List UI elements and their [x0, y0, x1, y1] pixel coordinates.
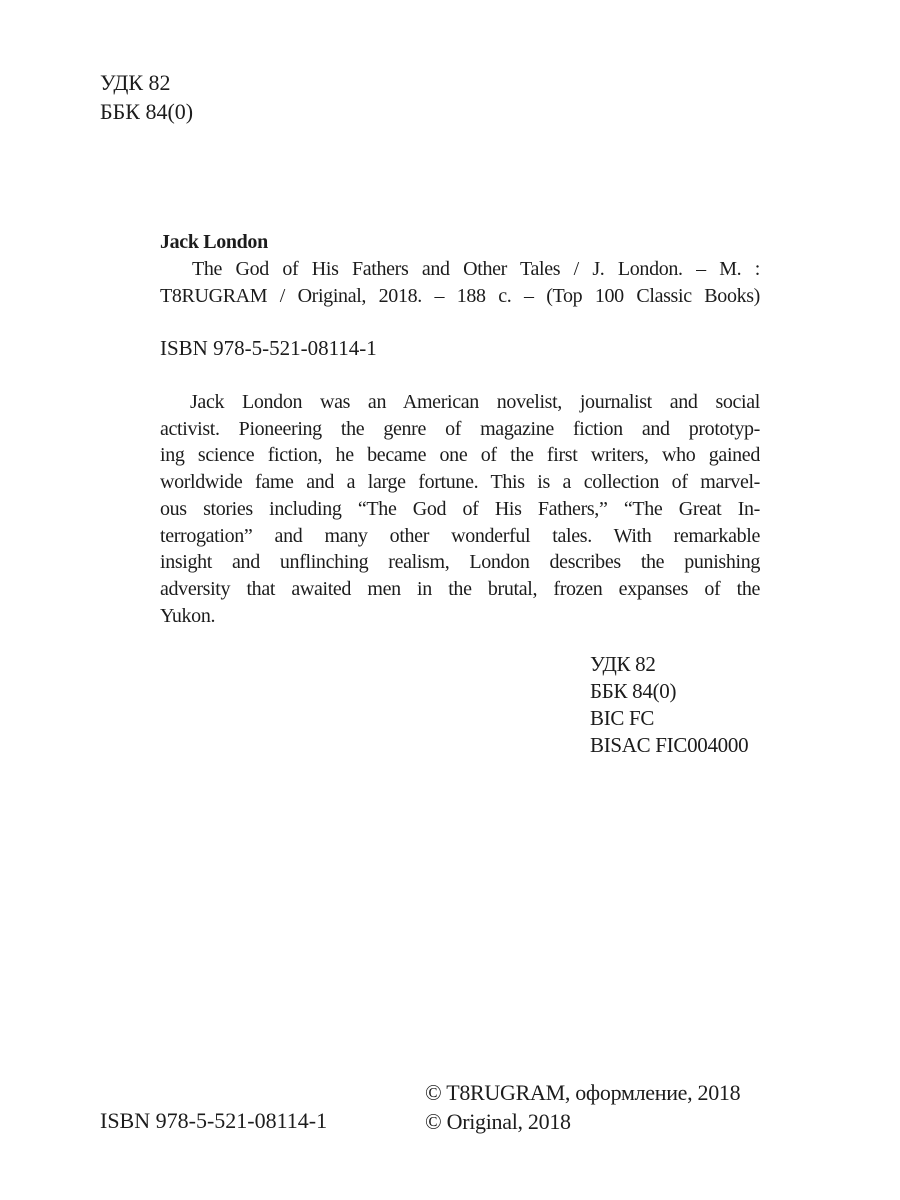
udk-code: УДК 82	[590, 652, 656, 676]
bibliographic-line-1: The God of His Fathers and Other Tales / J. London. – М. :	[192, 258, 760, 280]
copyright-line-publisher: © T8RUGRAM, оформление, 2018	[425, 1080, 741, 1105]
author-name: Jack London	[160, 231, 268, 253]
classification-codes-block	[590, 651, 748, 759]
annotation-line: worldwide fame and a large fortune. This is a collection of marvel-	[160, 471, 760, 494]
bisac-code: BISAC FIC004000	[590, 733, 749, 757]
annotation-line: activist. Pioneering the genre of magazine fiction and prototyp-	[160, 417, 760, 440]
annotation-line: ing science fiction, he became one of the first writers, who gained	[160, 444, 760, 467]
annotation-line: Jack London was an American novelist, journalist and social	[190, 391, 760, 413]
copyright-line-original: © Original, 2018	[425, 1108, 571, 1134]
bibliographic-line-2: T8RUGRAM / Original, 2018. – 188 с. – (Top 100 Classic Books)	[160, 285, 760, 307]
bbk-code: ББК 84(0)	[100, 99, 194, 124]
bbk-code: ББК 84(0)	[590, 679, 677, 703]
copyright-block	[425, 1079, 740, 1136]
isbn-line: ISBN 978-5-521-08114-1	[160, 336, 377, 360]
bibliographic-record	[160, 229, 760, 310]
annotation-line: Yukon.	[160, 604, 216, 627]
header-codes-block	[100, 68, 193, 126]
bic-code: BIC FC	[590, 706, 655, 730]
annotation-line: insight and unflinching realism, London describes the punishing	[160, 551, 760, 574]
footer-isbn: ISBN 978-5-521-08114-1	[100, 1108, 328, 1133]
annotation-line: terrogation” and many other wonderful tales. With remarkable	[160, 524, 760, 547]
annotation-line: ous stories including “The God of His Fathers,” “The Great In-	[160, 497, 760, 520]
annotation-paragraph	[160, 389, 760, 629]
annotation-line: adversity that awaited men in the brutal, frozen expanses of the	[160, 577, 760, 600]
udk-code: УДК 82	[100, 70, 171, 95]
